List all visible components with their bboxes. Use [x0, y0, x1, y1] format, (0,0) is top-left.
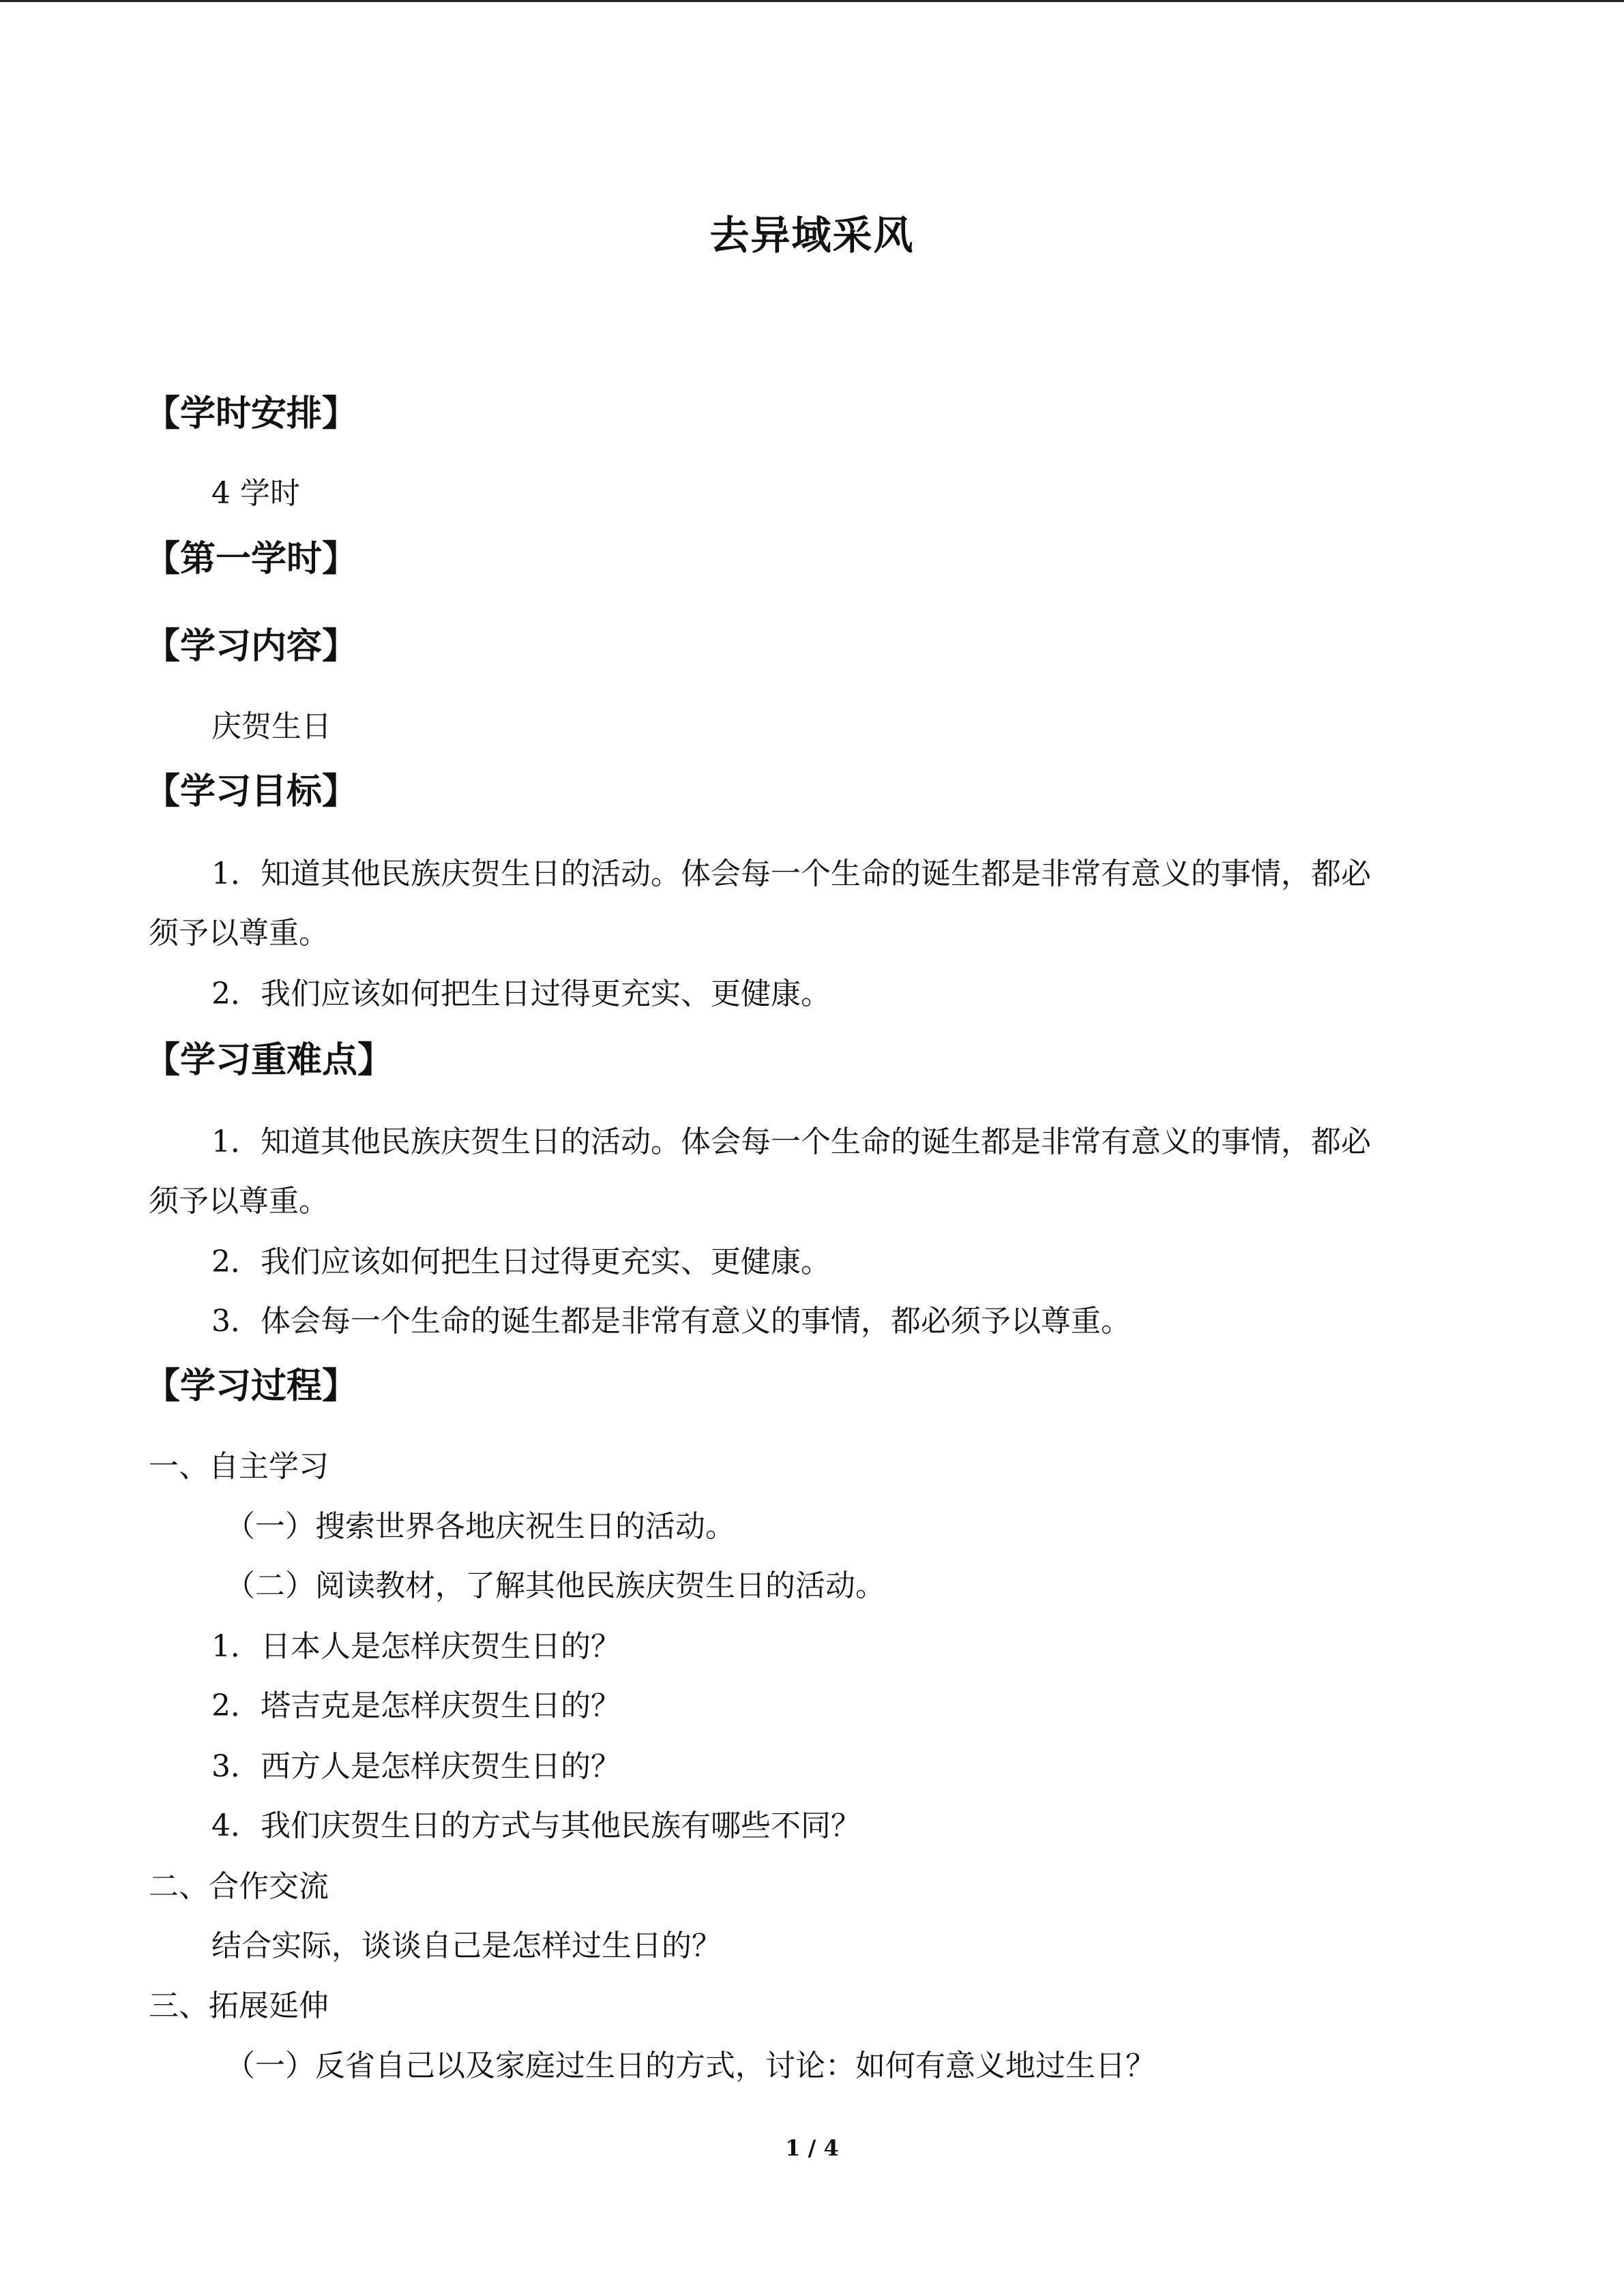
- heading-lesson-one: 【第一学时】: [145, 539, 358, 580]
- process-question: 2．塔吉克是怎样庆贺生日的？: [211, 1688, 621, 1723]
- heading-key-points: 【学习重难点】: [145, 1040, 394, 1081]
- key-point-line: 1．知道其他民族庆贺生日的活动。体会每一个生命的诞生都是非常有意义的事情，都必: [211, 1124, 1371, 1159]
- page-number: 1 / 4: [785, 2135, 839, 2161]
- process-item: （一）搜索世界各地庆祝生日的活动。: [225, 1509, 735, 1544]
- heading-process: 【学习过程】: [145, 1366, 358, 1407]
- process-item: （二）阅读教材，了解其他民族庆贺生日的活动。: [225, 1568, 885, 1603]
- document-title: 去异域采风: [709, 212, 915, 258]
- content-text: 庆贺生日: [211, 709, 331, 744]
- process-question: 1．日本人是怎样庆贺生日的？: [211, 1629, 621, 1664]
- schedule-text: 4 学时: [211, 476, 300, 511]
- process-part-title: 一、自主学习: [149, 1449, 329, 1484]
- goal-line: 2．我们应该如何把生日过得更充实、更健康。: [211, 976, 831, 1011]
- process-part-title: 二、合作交流: [149, 1869, 329, 1904]
- process-item: （一）反省自己以及家庭过生日的方式，讨论：如何有意义地过生日？: [225, 2048, 1155, 2083]
- heading-content: 【学习内容】: [145, 626, 358, 667]
- key-point-line: 3．体会每一个生命的诞生都是非常有意义的事情，都必须予以尊重。: [211, 1304, 1131, 1339]
- goal-line: 1．知道其他民族庆贺生日的活动。体会每一个生命的诞生都是非常有意义的事情，都必: [211, 856, 1371, 891]
- goal-line: 须予以尊重。: [149, 916, 329, 951]
- key-point-line: 2．我们应该如何把生日过得更充实、更健康。: [211, 1244, 831, 1279]
- heading-schedule: 【学时安排】: [145, 393, 358, 434]
- top-border-line: [0, 0, 1624, 2]
- process-question: 4．我们庆贺生日的方式与其他民族有哪些不同？: [211, 1808, 861, 1843]
- process-question: 3．西方人是怎样庆贺生日的？: [211, 1749, 621, 1784]
- process-part-title: 三、拓展延伸: [149, 1988, 329, 2023]
- process-item: 结合实际，谈谈自己是怎样过生日的？: [211, 1928, 722, 1963]
- key-point-line: 须予以尊重。: [149, 1184, 329, 1219]
- heading-goals: 【学习目标】: [145, 771, 358, 812]
